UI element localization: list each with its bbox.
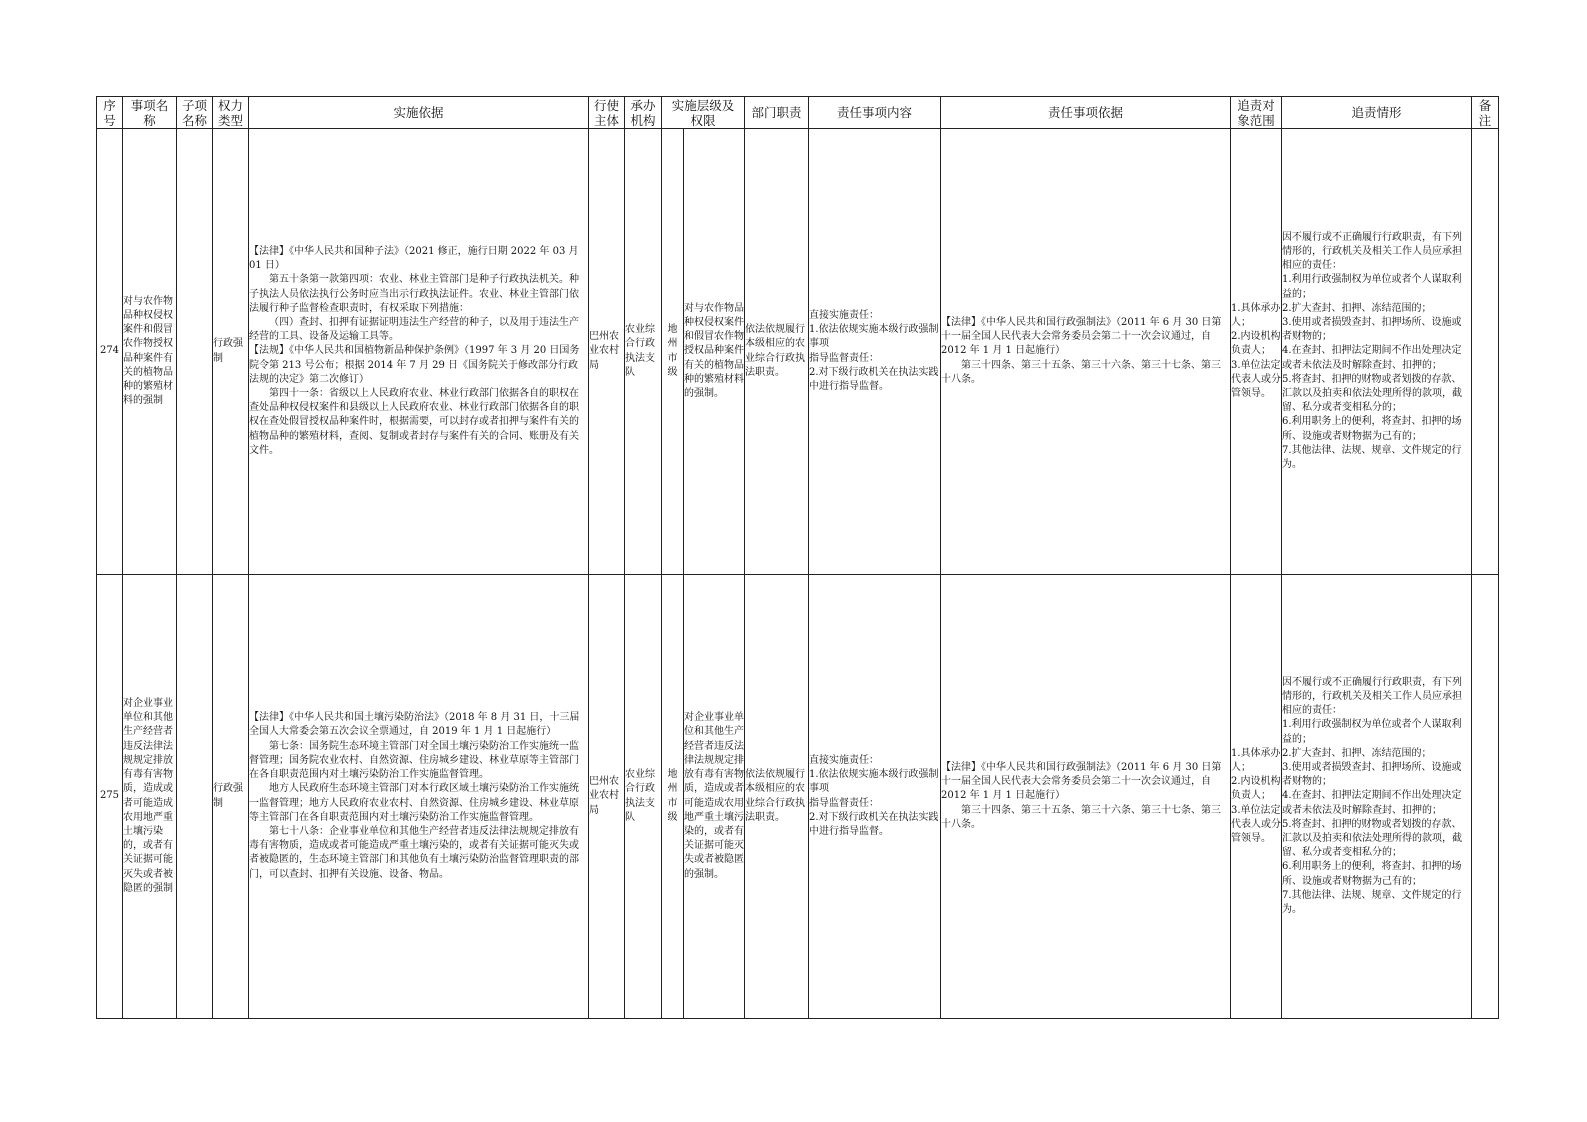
cell-basis: [249, 129, 589, 575]
cell-resp-content: [809, 575, 941, 1019]
header-remark: 备注: [1472, 97, 1499, 129]
basis-para: 【法律】《中华人民共和国土壤污染防治法》（2018 年 8 月 31 日，十三届全国人大常委会第五次会议全票通过，自 2019 年 1 月 1 日起施行）: [249, 712, 580, 738]
resp-content-line: 1.依法依规实施本级行政强制事项: [809, 769, 939, 795]
header-subject: 行使主体: [589, 97, 625, 129]
resp-content-line: 指导监督责任：: [809, 352, 879, 364]
header-resp-basis: 责任事项依据: [941, 97, 1231, 129]
scope-line: 3.单位法定代表人或分管领导。: [1231, 359, 1281, 399]
situation-line: 2.扩大查封、扣押、冻结范围的；: [1282, 302, 1432, 314]
header-scope: 追责对象范围: [1231, 97, 1282, 129]
table-row: [97, 575, 1499, 1019]
basis-para: 第七十八条：企业事业单位和其他生产经营者违反法律法规规定排放有毒有害物质，造成或者可能造成严重土壤污染的，或者有关证据可能灭失或者被隐匿的，生态环境主管部门和其他负有土壤污染防治监督管理职责的部门，可以查封、扣押有关设施、设备、物品。: [249, 825, 579, 880]
cell-situation: [1282, 575, 1472, 1019]
basis-para: 【法规】《中华人民共和国植物新品种保护条例》（1997 年 3 月 20 日国务院令第 213 号公布；根据 2014 年 7 月 29 日《国务院关于修改部分行政法规的决定》第二次修订）: [249, 345, 580, 385]
situation-line: 因不履行或不正确履行行政职责，有下列情形的，行政机关及相关工作人员应承担相应的责任：: [1282, 676, 1462, 717]
scope-line: 1.具体承办人；: [1231, 747, 1281, 773]
basis-para: 【法律】《中华人民共和国种子法》（2021 修正，施行日期 2022 年 03 月 01 日）: [249, 245, 579, 272]
header-row: [97, 97, 1499, 129]
cell-seq: 274: [97, 129, 123, 575]
cell-resp-basis: [941, 129, 1231, 575]
header-basis: 实施依据: [249, 97, 589, 129]
cell-remark: [1472, 575, 1499, 1019]
situation-line: 3.使用或者损毁查封、扣押场所、设施或者财物的；: [1282, 761, 1462, 788]
header-sub-name: 子项名称: [177, 97, 213, 129]
situation-line: 5.将查封、扣押的财物或者划拨的存款、汇款以及拍卖和依法处理所得的款项，截留、私分或者变相私分的；: [1282, 818, 1462, 859]
resp-basis-para: 【法律】《中华人民共和国行政强制法》（2011 年 6 月 30 日第十一届全国人民代表大会常务委员会第二十一次会议通过，自 2012 年 1 月 1 日起施行）: [941, 761, 1222, 802]
situation-line: 2.扩大查封、扣押、冻结范围的；: [1282, 747, 1432, 759]
resp-content-line: 2.对下级行政机关在执法实践中进行指导监督。: [809, 366, 939, 392]
basis-para: 第四十一条：省级以上人民政府农业、林业行政部门依据各自的职权在查处品种权侵权案件和县级以上人民政府农业、林业行政部门依据各自的职权在查处假冒授权品种案件时，根据需要，可以封存或者扣押与案件有关的植物品种的繁殖材料，查阅、复制或者封存与案件有关的合同、账册及有关文件。: [249, 388, 579, 456]
power-list-table: [96, 96, 1499, 1019]
cell-agency: 农业综合行政执法支队: [625, 575, 662, 1019]
cell-item-name: 对企业事业单位和其他生产经营者违反法律法规规定排放有毒有害物质，造成或者可能造成农用地严重土壤污染的，或者有关证据可能灭失或者被隐匿的强制: [123, 575, 177, 1019]
cell-seq: 275: [97, 575, 123, 1019]
cell-duty: 依法依规履行本级相应的农业综合行政执法职责。: [745, 575, 809, 1019]
header-agency: 承办机构: [625, 97, 662, 129]
cell-subject: 巴州农业农村局: [589, 575, 625, 1019]
situation-line: 1.利用行政强制权为单位或者个人谋取利益的；: [1282, 719, 1462, 745]
header-power-type: 权力类型: [213, 97, 249, 129]
basis-para: 地方人民政府生态环境主管部门对本行政区域土壤污染防治工作实施统一监督管理；地方人民政府农业农村、自然资源、住房城乡建设、林业草原等主管部门在各自职责范围内对土壤污染防治工作实施监督管理。: [249, 783, 579, 823]
cell-item-name: 对与农作物品种权侵权案件和假冒农作物授权品种案件有关的植物品种的繁殖材料的强制: [123, 129, 177, 575]
resp-basis-para: 【法律】《中华人民共和国行政强制法》（2011 年 6 月 30 日第十一届全国人民代表大会常务委员会第二十一次会议通过，自 2012 年 1 月 1 日起施行）: [941, 316, 1222, 357]
situation-line: 1.利用行政强制权为单位或者个人谋取利益的；: [1282, 274, 1462, 300]
resp-content-line: 1.依法依规实施本级行政强制事项: [809, 324, 939, 350]
scope-line: 3.单位法定代表人或分管领导。: [1231, 804, 1281, 844]
resp-content-line: 指导监督责任：: [809, 797, 879, 809]
situation-line: 7.其他法律、法规、规章、文件规定的行为。: [1282, 444, 1462, 471]
cell-level-scope: 对与农作物品种权侵权案件和假冒农作物授权品种案件有关的植物品种的繁殖材料的强制。: [684, 129, 745, 575]
situation-line: 7.其他法律、法规、规章、文件规定的行为。: [1282, 889, 1462, 916]
cell-resp-content: [809, 129, 941, 575]
situation-line: 6.利用职务上的便利，将查封、扣押的场所、设施或者财物据为己有的；: [1282, 416, 1462, 442]
cell-level: 地州市级: [662, 129, 684, 575]
cell-basis: [249, 575, 589, 1019]
situation-line: 4.在查封、扣押法定期间不作出处理决定或者未依法及时解除查封、扣押的；: [1282, 345, 1462, 371]
scope-line: 2.内设机构负责人；: [1231, 776, 1281, 802]
cell-remark: [1472, 129, 1499, 575]
cell-situation: [1282, 129, 1472, 575]
table-row: [97, 129, 1499, 575]
cell-level-scope: 对企业事业单位和其他生产经营者违反法律法规规定排放有毒有害物质，造成或者可能造成农用地严重土壤污染的，或者有关证据可能灭失或者被隐匿的强制。: [684, 575, 745, 1019]
header-situation: 追责情形: [1282, 97, 1472, 129]
header-resp-content: 责任事项内容: [809, 97, 941, 129]
resp-content-line: 2.对下级行政机关在执法实践中进行指导监督。: [809, 811, 939, 837]
header-duty: 部门职责: [745, 97, 809, 129]
situation-line: 3.使用或者损毁查封、扣押场所、设施或者财物的；: [1282, 316, 1462, 343]
situation-line: 4.在查封、扣押法定期间不作出处理决定或者未依法及时解除查封、扣押的；: [1282, 790, 1462, 816]
header-item-name: 事项名称: [123, 97, 177, 129]
scope-line: 2.内设机构负责人；: [1231, 331, 1281, 357]
resp-basis-para: 第三十四条、第三十五条、第三十六条、第三十七条、第三十八条。: [941, 359, 1221, 385]
resp-content-line: 直接实施责任：: [809, 309, 879, 321]
situation-line: 因不履行或不正确履行行政职责，有下列情形的，行政机关及相关工作人员应承担相应的责任：: [1282, 231, 1462, 272]
cell-resp-basis: [941, 575, 1231, 1019]
situation-line: 5.将查封、扣押的财物或者划拨的存款、汇款以及拍卖和依法处理所得的款项，截留、私分或者变相私分的；: [1282, 373, 1462, 414]
basis-para: 第七条：国务院生态环境主管部门对全国土壤污染防治工作实施统一监督管理；国务院农业农村、自然资源、住房城乡建设、林业草原等主管部门在各自职责范围内对土壤污染防治工作实施监督管理。: [249, 740, 579, 781]
cell-sub-name: [177, 129, 213, 575]
cell-duty: 依法依规履行本级相应的农业综合行政执法职责。: [745, 129, 809, 575]
cell-agency: 农业综合行政执法支队: [625, 129, 662, 575]
basis-para: （四）查封、扣押有证据证明违法生产经营的种子，以及用于违法生产经营的工具、设备及运输工具等。: [249, 316, 579, 343]
cell-subject: 巴州农业农村局: [589, 129, 625, 575]
cell-scope: [1231, 129, 1282, 575]
cell-scope: [1231, 575, 1282, 1019]
header-seq: 序号: [97, 97, 123, 129]
cell-sub-name: [177, 575, 213, 1019]
resp-basis-para: 第三十四条、第三十五条、第三十六条、第三十七条、第三十八条。: [941, 804, 1221, 830]
situation-line: 6.利用职务上的便利，将查封、扣押的场所、设施或者财物据为己有的；: [1282, 861, 1462, 887]
resp-content-line: 直接实施责任：: [809, 754, 879, 766]
basis-para: 第五十条第一款第四项：农业、林业主管部门是种子行政执法机关。种子执法人员依法执行公务时应当出示行政执法证件。农业、林业主管部门依法履行种子监督检查职责时，有权采取下列措施：: [249, 274, 579, 314]
cell-level: 地州市级: [662, 575, 684, 1019]
cell-power-type: 行政强制: [213, 575, 249, 1019]
cell-power-type: 行政强制: [213, 129, 249, 575]
scope-line: 1.具体承办人；: [1231, 302, 1281, 328]
header-level: 实施层级及权限: [662, 97, 745, 129]
